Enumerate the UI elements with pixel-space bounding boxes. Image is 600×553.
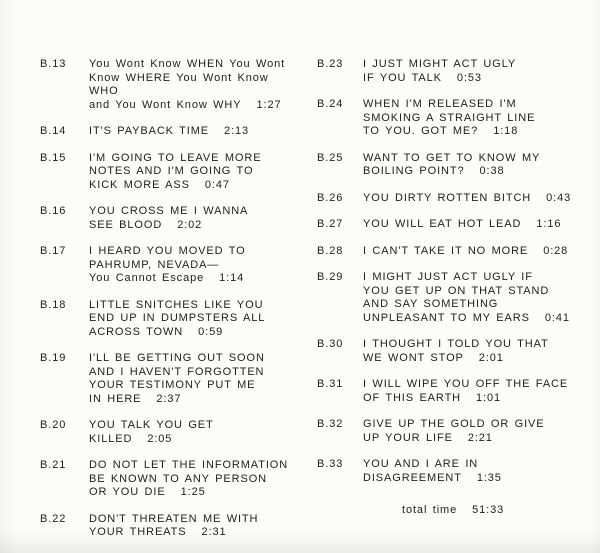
track-title-line: END UP IN DUMPSTERS ALL bbox=[89, 312, 266, 324]
track-title-line: AND SAY SOMETHING bbox=[363, 298, 499, 310]
track-title-line: I WILL WIPE YOU OFF THE FACE bbox=[363, 378, 569, 390]
track-number: B.26 bbox=[317, 191, 344, 204]
track-title bbox=[89, 513, 300, 540]
track-duration: 1:14 bbox=[219, 272, 245, 284]
track-duration: 0:41 bbox=[544, 311, 570, 324]
track-title-line: I CAN'T TAKE IT NO MORE 0:28 bbox=[363, 244, 569, 257]
track-number: B.22 bbox=[40, 512, 67, 525]
track-entry bbox=[317, 98, 600, 139]
track-entry bbox=[40, 419, 300, 446]
track-number: B.24 bbox=[317, 98, 344, 110]
track-title-line: YOU AND I ARE IN bbox=[363, 458, 479, 470]
track-title bbox=[363, 152, 600, 179]
track-number: B.27 bbox=[317, 218, 344, 230]
track-title-line: UP YOUR LIFE 2:21 bbox=[363, 431, 493, 444]
track-title bbox=[363, 271, 600, 325]
track-title-line: IN HERE 2:37 bbox=[89, 392, 182, 405]
track-title-line: NOTES AND I'M GOING TO bbox=[89, 165, 254, 177]
track-title bbox=[89, 125, 300, 139]
track-entry bbox=[317, 378, 600, 405]
track-title-line: IT'S PAYBACK TIME 2:13 bbox=[89, 125, 250, 137]
track-duration: 0:43 bbox=[546, 191, 572, 204]
track-title bbox=[89, 152, 300, 193]
track-title-line: PAHRUMP, NEVADA— bbox=[89, 258, 220, 271]
track-title bbox=[363, 245, 600, 259]
track-title bbox=[89, 459, 300, 500]
track-entry bbox=[317, 418, 600, 445]
track-title-line: I MIGHT JUST ACT UGLY IF bbox=[363, 271, 533, 283]
track-duration: 2:02 bbox=[177, 218, 203, 231]
track-number: B.17 bbox=[40, 245, 67, 257]
track-number: B.19 bbox=[40, 352, 67, 364]
track-title bbox=[363, 58, 600, 85]
track-title-line: I'LL BE GETTING OUT SOON bbox=[89, 352, 265, 364]
track-number: B.30 bbox=[317, 338, 344, 350]
track-title-line: ACROSS TOWN 0:59 bbox=[89, 325, 224, 338]
track-number: B.20 bbox=[40, 419, 67, 431]
track-title-line: YOU WILL EAT HOT LEAD 1:16 bbox=[363, 218, 562, 230]
track-title-line: Know WHERE You Wont Know WHO bbox=[89, 71, 269, 97]
track-duration: 2:13 bbox=[224, 125, 250, 137]
track-title-line: DON'T THREATEN ME WITH bbox=[89, 512, 259, 525]
track-title-line: I THOUGHT I TOLD YOU THAT bbox=[363, 338, 549, 350]
track-entry bbox=[40, 205, 300, 232]
track-duration: 1:25 bbox=[180, 486, 206, 498]
track-duration: 2:31 bbox=[201, 526, 227, 538]
track-number: B.31 bbox=[317, 378, 344, 390]
track-title-line: I HEARD YOU MOVED TO bbox=[89, 245, 246, 257]
track-title-line: WHEN I'M RELEASED I'M bbox=[363, 98, 517, 110]
track-title bbox=[89, 58, 300, 112]
track-number: B.18 bbox=[40, 298, 67, 311]
track-title-line: BOILING POINT? 0:38 bbox=[363, 165, 505, 177]
track-title bbox=[363, 418, 600, 445]
tracklist-column-left bbox=[0, 58, 300, 553]
track-title-line: WANT TO GET TO KNOW MY bbox=[363, 151, 541, 164]
track-title-line: UNPLEASANT TO MY EARS 0:41 bbox=[363, 311, 570, 324]
track-number: B.25 bbox=[317, 151, 344, 164]
track-entry bbox=[317, 271, 600, 325]
track-duration: 2:05 bbox=[147, 432, 173, 445]
track-entry bbox=[40, 513, 300, 540]
track-title-line: YOU GET UP ON THAT STAND bbox=[363, 284, 550, 297]
track-title-line: YOUR TESTIMONY PUT ME bbox=[89, 379, 256, 391]
track-title-line: YOUR THREATS 2:31 bbox=[89, 526, 227, 538]
track-entry bbox=[317, 218, 600, 232]
track-title bbox=[363, 192, 600, 206]
track-entry bbox=[40, 58, 300, 112]
track-number: B.13 bbox=[40, 58, 67, 70]
track-entry bbox=[40, 125, 300, 139]
track-number: B.32 bbox=[317, 418, 344, 430]
track-title-line: and You Wont Know WHY 1:27 bbox=[89, 98, 282, 111]
track-title bbox=[89, 419, 300, 446]
track-number: B.23 bbox=[317, 58, 344, 70]
track-number: B.21 bbox=[40, 459, 67, 471]
track-duration: 1:01 bbox=[476, 391, 502, 404]
track-number: B.16 bbox=[40, 205, 67, 217]
track-title-line: YOU CROSS ME I WANNA bbox=[89, 205, 249, 217]
track-entry bbox=[317, 192, 600, 206]
track-entry bbox=[40, 459, 300, 500]
track-title-line: BE KNOWN TO ANY PERSON bbox=[89, 472, 268, 485]
track-entry bbox=[317, 58, 600, 85]
track-title bbox=[363, 218, 600, 232]
track-title-line: You Wont Know WHEN You Wont bbox=[89, 58, 286, 70]
tracklist-column-right bbox=[300, 58, 600, 553]
track-title-line: OR YOU DIE 1:25 bbox=[89, 486, 206, 498]
track-entry bbox=[317, 458, 600, 485]
track-duration: 0:47 bbox=[204, 178, 230, 191]
track-duration: 2:01 bbox=[478, 351, 504, 364]
track-title-line: KICK MORE ASS 0:47 bbox=[89, 178, 230, 191]
track-duration: 2:21 bbox=[467, 431, 493, 444]
track-title-line: LITTLE SNITCHES LIKE YOU bbox=[89, 298, 264, 311]
track-duration: 0:38 bbox=[479, 165, 505, 177]
track-duration: 1:27 bbox=[256, 98, 282, 111]
total-time-row bbox=[317, 504, 600, 518]
track-duration: 2:37 bbox=[156, 392, 182, 405]
track-number: B.28 bbox=[317, 244, 344, 257]
track-number: B.33 bbox=[317, 458, 344, 470]
track-duration: 1:35 bbox=[476, 471, 502, 484]
track-duration: 0:28 bbox=[543, 244, 569, 257]
track-title-line: AND I HAVEN'T FORGOTTEN bbox=[89, 365, 265, 378]
track-title bbox=[363, 98, 600, 139]
track-number: B.29 bbox=[317, 271, 344, 283]
track-title-line: TO YOU. GOT ME? 1:18 bbox=[363, 125, 519, 137]
track-title-line: I'M GOING TO LEAVE MORE bbox=[89, 151, 262, 164]
track-title-line: OF THIS EARTH 1:01 bbox=[363, 391, 502, 404]
track-title bbox=[363, 378, 600, 405]
track-duration: 0:53 bbox=[456, 71, 482, 84]
track-title bbox=[363, 458, 600, 485]
track-title-line: SEE BLOOD 2:02 bbox=[89, 218, 203, 231]
track-title bbox=[89, 245, 300, 286]
track-entry bbox=[40, 245, 300, 286]
tracklist-columns bbox=[0, 58, 600, 553]
track-title-line: WE WONT STOP 2:01 bbox=[363, 351, 504, 364]
total-time-label: total time bbox=[402, 504, 458, 516]
track-duration: 1:18 bbox=[493, 125, 519, 137]
track-title-line: SMOKING A STRAIGHT LINE bbox=[363, 111, 536, 124]
track-number: B.14 bbox=[40, 125, 67, 137]
track-duration: 0:59 bbox=[198, 325, 224, 338]
track-title-line: You Cannot Escape 1:14 bbox=[89, 272, 245, 284]
track-entry bbox=[40, 352, 300, 406]
track-title-line: I JUST MIGHT ACT UGLY bbox=[363, 58, 517, 70]
track-title-line: GIVE UP THE GOLD OR GIVE bbox=[363, 418, 545, 430]
track-title-line: YOU TALK YOU GET KILLED 2:05 bbox=[89, 419, 214, 445]
track-entry bbox=[40, 152, 300, 193]
total-time-value: 51:33 bbox=[472, 504, 505, 516]
track-entry bbox=[317, 152, 600, 179]
track-duration: 1:16 bbox=[536, 218, 562, 230]
track-title-line: DISAGREEMENT 1:35 bbox=[363, 471, 502, 484]
track-entry bbox=[317, 338, 600, 365]
track-entry bbox=[317, 245, 600, 259]
track-title bbox=[89, 299, 300, 340]
track-entry bbox=[40, 299, 300, 340]
track-title-line: YOU DIRTY ROTTEN BITCH 0:43 bbox=[363, 191, 572, 204]
track-title-line: DO NOT LET THE INFORMATION bbox=[89, 459, 289, 471]
track-title bbox=[89, 205, 300, 232]
track-title-line: IF YOU TALK 0:53 bbox=[363, 71, 482, 84]
track-title bbox=[363, 338, 600, 365]
track-title bbox=[89, 352, 300, 406]
track-number: B.15 bbox=[40, 151, 67, 164]
